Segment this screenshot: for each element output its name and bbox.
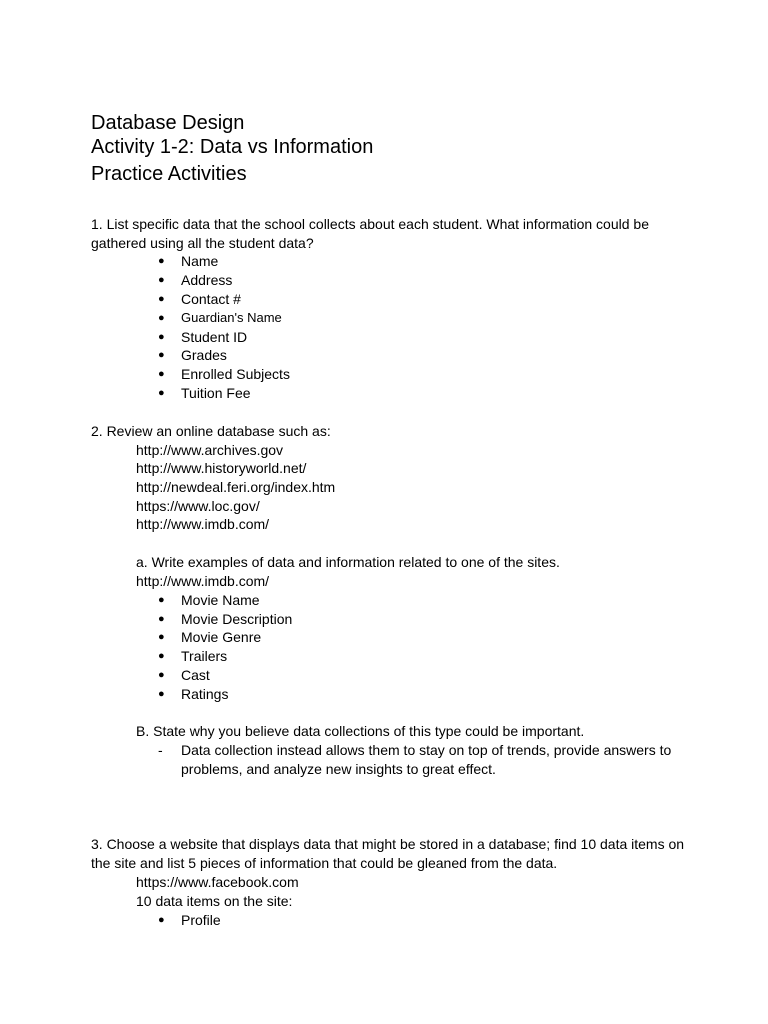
site-link: http://www.archives.gov [136, 442, 284, 458]
bullet-icon: ● [158, 387, 165, 399]
part-b-answer: Data collection instead allows them to stay on top of trends, provide answers to problems, and analyze new insights to great effect. [181, 742, 672, 777]
list-item: Name [181, 253, 219, 269]
site-link: http://www.imdb.com/ [136, 516, 270, 532]
list-item: Movie Name [181, 592, 260, 608]
q3-site: https://www.facebook.com [136, 874, 299, 890]
bullet-icon: ● [158, 349, 165, 361]
bullet-icon: ● [158, 594, 165, 606]
bullet-icon: ● [158, 613, 165, 625]
part-a-site: http://www.imdb.com/ [136, 573, 270, 589]
question-3-prompt: 3. Choose a website that displays data that might be stored in a database; find 10 data items on the site and list 5 pieces of information that could be gleaned from the data. [91, 836, 685, 871]
bullet-icon: ● [158, 274, 165, 286]
list-item: Cast [181, 667, 210, 683]
bullet-icon: ● [158, 331, 165, 343]
part-a-prompt: a. Write examples of data and information related to one of the sites. [136, 554, 560, 570]
activity-title: Activity 1-2: Data vs Information [91, 136, 374, 158]
q3-items-label: 10 data items on the site: [136, 893, 293, 909]
site-link: https://www.loc.gov/ [136, 498, 260, 514]
bullet-icon: ● [158, 914, 165, 926]
list-item: Address [181, 272, 233, 288]
bullet-icon: ● [158, 688, 165, 700]
section-title: Practice Activities [91, 163, 247, 185]
site-link: http://www.historyworld.net/ [136, 460, 307, 476]
list-item: Guardian's Name [181, 310, 282, 325]
list-item: Profile [181, 912, 221, 928]
list-item: Enrolled Subjects [181, 366, 290, 382]
bullet-icon: ● [158, 312, 165, 324]
list-item: Student ID [181, 329, 248, 345]
course-title: Database Design [91, 112, 245, 134]
list-item: Trailers [181, 648, 228, 664]
list-item: Contact # [181, 291, 241, 307]
question-2-prompt: 2. Review an online database such as: [91, 423, 331, 439]
bullet-icon: ● [158, 669, 165, 681]
list-item: Movie Description [181, 611, 293, 627]
list-item: Ratings [181, 686, 229, 702]
bullet-icon: ● [158, 650, 165, 662]
bullet-icon: ● [158, 631, 165, 643]
site-link: http://newdeal.feri.org/index.htm [136, 479, 336, 495]
list-item: Movie Genre [181, 629, 262, 645]
list-item: Tuition Fee [181, 385, 251, 401]
list-item: Grades [181, 347, 227, 363]
bullet-icon: ● [158, 368, 165, 380]
bullet-icon: ● [158, 293, 165, 305]
bullet-icon: ● [158, 255, 165, 267]
part-b-prompt: B. State why you believe data collections of this type could be important. [136, 723, 585, 739]
dash-marker: - [158, 742, 163, 758]
question-1-prompt: 1. List specific data that the school collects about each student. What information could be gathered using all the student data? [91, 216, 649, 251]
